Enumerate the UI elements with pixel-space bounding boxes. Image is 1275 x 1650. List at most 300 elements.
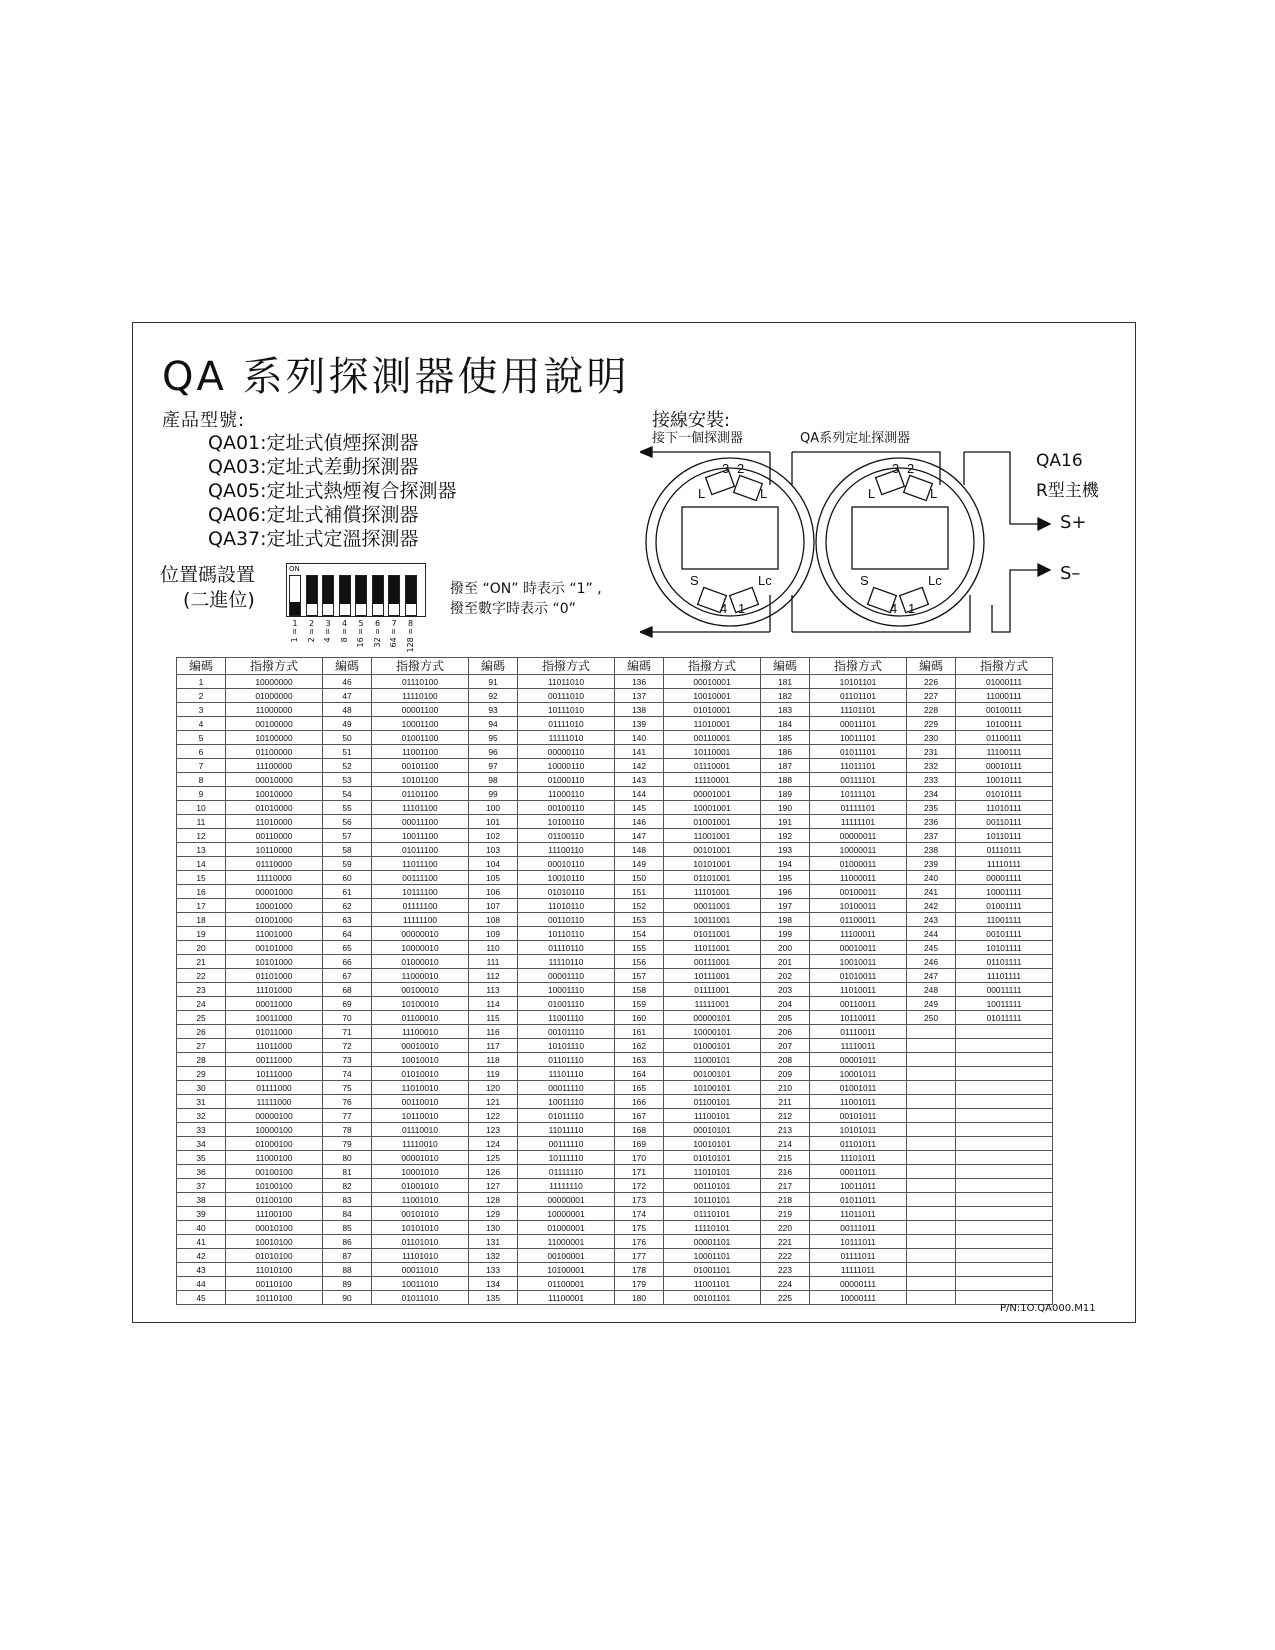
switch-setting-cell: 10110110 bbox=[518, 927, 615, 941]
switch-setting-cell: 01000100 bbox=[226, 1137, 323, 1151]
code-cell: 175 bbox=[615, 1221, 664, 1235]
table-body bbox=[177, 675, 1053, 1305]
switch-setting-cell: 00111110 bbox=[518, 1137, 615, 1151]
code-cell: 32 bbox=[177, 1109, 226, 1123]
switch-setting-cell: 00101101 bbox=[664, 1291, 761, 1305]
code-cell: 130 bbox=[469, 1221, 518, 1235]
table-row bbox=[177, 871, 1053, 885]
code-cell: 26 bbox=[177, 1025, 226, 1039]
code-cell: 159 bbox=[615, 997, 664, 1011]
switch-setting-cell: 00100111 bbox=[956, 703, 1053, 717]
switch-setting-cell: 01000000 bbox=[226, 689, 323, 703]
code-cell: 16 bbox=[177, 885, 226, 899]
code-cell: 210 bbox=[761, 1081, 810, 1095]
code-cell: 227 bbox=[907, 689, 956, 703]
code-cell: 157 bbox=[615, 969, 664, 983]
terminal-label: Lc bbox=[928, 573, 942, 588]
model-item: QA05:定址式熱煙複合探測器 bbox=[208, 480, 457, 502]
code-cell: 37 bbox=[177, 1179, 226, 1193]
switch-setting-cell: 00010110 bbox=[518, 857, 615, 871]
table-row bbox=[177, 1263, 1053, 1277]
switch-setting-cell: 01011100 bbox=[372, 843, 469, 857]
table-row bbox=[177, 1053, 1053, 1067]
code-cell: 14 bbox=[177, 857, 226, 871]
code-cell: 149 bbox=[615, 857, 664, 871]
table-row bbox=[177, 815, 1053, 829]
code-cell: 216 bbox=[761, 1165, 810, 1179]
dip-title: 位置碼設置 bbox=[160, 564, 256, 586]
code-cell: 145 bbox=[615, 801, 664, 815]
code-cell: 155 bbox=[615, 941, 664, 955]
page-title: QA 系列探測器使用說明 bbox=[162, 354, 630, 400]
code-cell: 194 bbox=[761, 857, 810, 871]
table-row bbox=[177, 1095, 1053, 1109]
code-cell: 18 bbox=[177, 913, 226, 927]
switch-setting-cell bbox=[956, 1151, 1053, 1165]
switch-setting-cell: 10101011 bbox=[810, 1123, 907, 1137]
code-cell: 131 bbox=[469, 1235, 518, 1249]
code-cell: 213 bbox=[761, 1123, 810, 1137]
column-header-code: 編碼 bbox=[323, 658, 372, 675]
code-cell: 40 bbox=[177, 1221, 226, 1235]
code-cell: 183 bbox=[761, 703, 810, 717]
switch-setting-cell: 10011011 bbox=[810, 1179, 907, 1193]
dip-switch-number: 4 bbox=[341, 619, 348, 628]
switch-setting-cell: 01000010 bbox=[372, 955, 469, 969]
code-cell: 72 bbox=[323, 1039, 372, 1053]
terminal-label: 3 bbox=[722, 461, 730, 476]
switch-setting-cell: 11010011 bbox=[810, 983, 907, 997]
switch-setting-cell: 01010101 bbox=[664, 1151, 761, 1165]
switch-setting-cell: 00010010 bbox=[372, 1039, 469, 1053]
code-cell bbox=[907, 1165, 956, 1179]
terminal-label: 4 bbox=[890, 601, 898, 616]
code-cell: 177 bbox=[615, 1249, 664, 1263]
switch-setting-cell: 01101010 bbox=[372, 1235, 469, 1249]
code-cell: 230 bbox=[907, 731, 956, 745]
code-cell: 81 bbox=[323, 1165, 372, 1179]
switch-setting-cell: 10000010 bbox=[372, 941, 469, 955]
code-cell: 161 bbox=[615, 1025, 664, 1039]
switch-setting-cell: 00101011 bbox=[810, 1109, 907, 1123]
switch-setting-cell: 10011110 bbox=[518, 1095, 615, 1109]
code-cell: 232 bbox=[907, 759, 956, 773]
column-header-code: 編碼 bbox=[907, 658, 956, 675]
code-cell: 90 bbox=[323, 1291, 372, 1305]
dip-switch-number: 7 bbox=[391, 619, 397, 628]
table-row bbox=[177, 745, 1053, 759]
code-cell: 21 bbox=[177, 955, 226, 969]
switch-setting-cell: 01001100 bbox=[372, 731, 469, 745]
switch-setting-cell: 01101100 bbox=[372, 787, 469, 801]
switch-setting-cell: 00011000 bbox=[226, 997, 323, 1011]
terminal-label: 2 bbox=[907, 461, 915, 476]
right-arrow-icon bbox=[1038, 564, 1050, 576]
switch-setting-cell: 10110100 bbox=[226, 1291, 323, 1305]
switch-setting-cell: 01011000 bbox=[226, 1025, 323, 1039]
code-cell: 112 bbox=[469, 969, 518, 983]
code-cell: 44 bbox=[177, 1277, 226, 1291]
code-cell: 53 bbox=[323, 773, 372, 787]
code-cell: 104 bbox=[469, 857, 518, 871]
code-cell: 106 bbox=[469, 885, 518, 899]
switch-setting-cell: 11110101 bbox=[664, 1221, 761, 1235]
switch-setting-cell: 01110000 bbox=[226, 857, 323, 871]
table-row bbox=[177, 983, 1053, 997]
switch-setting-cell bbox=[956, 1179, 1053, 1193]
code-cell: 249 bbox=[907, 997, 956, 1011]
switch-setting-cell: 11100011 bbox=[810, 927, 907, 941]
code-cell: 129 bbox=[469, 1207, 518, 1221]
code-cell: 140 bbox=[615, 731, 664, 745]
code-cell: 220 bbox=[761, 1221, 810, 1235]
switch-setting-cell: 00101110 bbox=[518, 1025, 615, 1039]
switch-setting-cell: 11101101 bbox=[810, 703, 907, 717]
code-cell: 166 bbox=[615, 1095, 664, 1109]
dip-switch-lever bbox=[322, 575, 334, 616]
code-cell: 214 bbox=[761, 1137, 810, 1151]
switch-setting-cell: 01011111 bbox=[956, 1011, 1053, 1025]
code-cell: 100 bbox=[469, 801, 518, 815]
switch-setting-cell: 11011100 bbox=[372, 857, 469, 871]
dip-switch-knob bbox=[389, 576, 399, 604]
code-cell: 121 bbox=[469, 1095, 518, 1109]
code-cell: 19 bbox=[177, 927, 226, 941]
switch-setting-cell: 10100110 bbox=[518, 815, 615, 829]
dip-switch-number: 1 bbox=[292, 619, 298, 628]
switch-setting-cell: 01001010 bbox=[372, 1179, 469, 1193]
code-cell: 36 bbox=[177, 1165, 226, 1179]
code-cell: 12 bbox=[177, 829, 226, 843]
switch-setting-cell: 01011010 bbox=[372, 1291, 469, 1305]
code-cell: 229 bbox=[907, 717, 956, 731]
code-cell: 168 bbox=[615, 1123, 664, 1137]
switch-setting-cell: 11000010 bbox=[372, 969, 469, 983]
terminal-label: S bbox=[860, 573, 869, 588]
switch-setting-cell: 10101111 bbox=[956, 941, 1053, 955]
switch-setting-cell: 10111110 bbox=[518, 1151, 615, 1165]
code-cell: 30 bbox=[177, 1081, 226, 1095]
code-cell: 189 bbox=[761, 787, 810, 801]
switch-setting-cell: 10101110 bbox=[518, 1039, 615, 1053]
switch-setting-cell: 01010100 bbox=[226, 1249, 323, 1263]
dip-switch-number: 3 bbox=[325, 619, 331, 628]
switch-setting-cell: 01001110 bbox=[518, 997, 615, 1011]
switch-setting-cell: 11011001 bbox=[664, 941, 761, 955]
switch-setting-cell: 01111010 bbox=[518, 717, 615, 731]
switch-setting-cell: 00001110 bbox=[518, 969, 615, 983]
code-cell: 133 bbox=[469, 1263, 518, 1277]
left-arrow-icon bbox=[640, 447, 652, 457]
code-cell: 228 bbox=[907, 703, 956, 717]
code-cell: 24 bbox=[177, 997, 226, 1011]
switch-setting-cell: 11100110 bbox=[518, 843, 615, 857]
code-cell: 105 bbox=[469, 871, 518, 885]
code-cell: 141 bbox=[615, 745, 664, 759]
dip-switch-knob bbox=[406, 576, 416, 604]
model-item: QA06:定址式補償探測器 bbox=[208, 504, 419, 526]
dip-on-label: ON bbox=[289, 565, 300, 573]
switch-setting-cell: 00010111 bbox=[956, 759, 1053, 773]
table-row bbox=[177, 675, 1053, 689]
switch-setting-cell: 00100100 bbox=[226, 1165, 323, 1179]
switch-setting-cell: 10000011 bbox=[810, 843, 907, 857]
switch-setting-cell: 01111000 bbox=[226, 1081, 323, 1095]
switch-setting-cell: 01010110 bbox=[518, 885, 615, 899]
switch-setting-cell: 11000111 bbox=[956, 689, 1053, 703]
switch-setting-cell: 01010111 bbox=[956, 787, 1053, 801]
switch-setting-cell: 00111001 bbox=[664, 955, 761, 969]
wiring-next-label: 接下一個探測器 bbox=[652, 431, 744, 446]
switch-setting-cell: 10010000 bbox=[226, 787, 323, 801]
switch-setting-cell: 10010010 bbox=[372, 1053, 469, 1067]
dip-switch-value: 8 = bbox=[339, 628, 349, 643]
code-cell: 218 bbox=[761, 1193, 810, 1207]
switch-setting-cell: 11011110 bbox=[518, 1123, 615, 1137]
code-cell: 136 bbox=[615, 675, 664, 689]
dip-switch-number: 5 bbox=[358, 619, 364, 628]
switch-setting-cell: 01110101 bbox=[664, 1207, 761, 1221]
code-cell bbox=[907, 1025, 956, 1039]
code-cell bbox=[907, 1221, 956, 1235]
code-cell: 153 bbox=[615, 913, 664, 927]
dip-switch-knob bbox=[323, 576, 333, 604]
switch-setting-cell: 01010011 bbox=[810, 969, 907, 983]
switch-setting-cell: 00001111 bbox=[956, 871, 1053, 885]
part-number: P/N:1O.QA000.M11 bbox=[1000, 1303, 1096, 1314]
code-cell: 84 bbox=[323, 1207, 372, 1221]
switch-setting-cell: 00110110 bbox=[518, 913, 615, 927]
code-cell: 119 bbox=[469, 1067, 518, 1081]
model-item: QA37:定址式定溫探測器 bbox=[208, 528, 419, 550]
table-row bbox=[177, 801, 1053, 815]
code-cell: 57 bbox=[323, 829, 372, 843]
switch-setting-cell: 01111110 bbox=[518, 1165, 615, 1179]
code-cell: 138 bbox=[615, 703, 664, 717]
switch-setting-cell: 01110110 bbox=[518, 941, 615, 955]
switch-setting-cell: 11001000 bbox=[226, 927, 323, 941]
code-cell: 209 bbox=[761, 1067, 810, 1081]
code-cell: 132 bbox=[469, 1249, 518, 1263]
switch-setting-cell: 00011110 bbox=[518, 1081, 615, 1095]
switch-setting-cell: 11100010 bbox=[372, 1025, 469, 1039]
code-cell: 205 bbox=[761, 1011, 810, 1025]
code-cell: 39 bbox=[177, 1207, 226, 1221]
code-cell: 65 bbox=[323, 941, 372, 955]
code-cell: 193 bbox=[761, 843, 810, 857]
switch-setting-cell: 00010100 bbox=[226, 1221, 323, 1235]
switch-setting-cell: 00000111 bbox=[810, 1277, 907, 1291]
switch-setting-cell: 01100010 bbox=[372, 1011, 469, 1025]
code-cell: 226 bbox=[907, 675, 956, 689]
switch-setting-cell: 00010101 bbox=[664, 1123, 761, 1137]
code-cell: 78 bbox=[323, 1123, 372, 1137]
code-cell: 225 bbox=[761, 1291, 810, 1305]
switch-setting-cell: 00100011 bbox=[810, 885, 907, 899]
code-cell: 150 bbox=[615, 871, 664, 885]
dip-note-on: 撥至 “ON” 時表示 “1” , bbox=[450, 581, 602, 597]
switch-setting-cell bbox=[956, 1193, 1053, 1207]
code-cell: 89 bbox=[323, 1277, 372, 1291]
switch-setting-cell: 10100001 bbox=[518, 1263, 615, 1277]
code-cell: 98 bbox=[469, 773, 518, 787]
dip-switch-value: 2 = bbox=[306, 628, 316, 643]
switch-setting-cell bbox=[956, 1235, 1053, 1249]
terminal-label: L bbox=[930, 486, 938, 501]
code-cell: 143 bbox=[615, 773, 664, 787]
switch-setting-cell: 11101000 bbox=[226, 983, 323, 997]
switch-setting-cell: 10110101 bbox=[664, 1193, 761, 1207]
code-cell: 95 bbox=[469, 731, 518, 745]
switch-setting-cell: 10001001 bbox=[664, 801, 761, 815]
switch-setting-cell: 10000100 bbox=[226, 1123, 323, 1137]
switch-setting-cell: 10001010 bbox=[372, 1165, 469, 1179]
dip-switch-lever bbox=[372, 575, 384, 616]
switch-setting-cell: 01101000 bbox=[226, 969, 323, 983]
switch-setting-cell: 01101111 bbox=[956, 955, 1053, 969]
terminal-label: 2 bbox=[737, 461, 745, 476]
switch-setting-cell: 11110010 bbox=[372, 1137, 469, 1151]
switch-setting-cell: 11001010 bbox=[372, 1193, 469, 1207]
table-row bbox=[177, 829, 1053, 843]
table-row bbox=[177, 1109, 1053, 1123]
switch-setting-cell: 01100001 bbox=[518, 1277, 615, 1291]
code-cell: 38 bbox=[177, 1193, 226, 1207]
code-cell bbox=[907, 1249, 956, 1263]
code-cell: 49 bbox=[323, 717, 372, 731]
code-cell: 102 bbox=[469, 829, 518, 843]
code-cell: 127 bbox=[469, 1179, 518, 1193]
code-cell: 27 bbox=[177, 1039, 226, 1053]
switch-setting-cell: 01110011 bbox=[810, 1025, 907, 1039]
switch-setting-cell: 00110111 bbox=[956, 815, 1053, 829]
s-minus-label: S– bbox=[1060, 563, 1081, 584]
code-cell: 5 bbox=[177, 731, 226, 745]
column-header-switch: 指撥方式 bbox=[664, 658, 761, 675]
code-cell: 174 bbox=[615, 1207, 664, 1221]
switch-setting-cell: 11010100 bbox=[226, 1263, 323, 1277]
code-cell: 222 bbox=[761, 1249, 810, 1263]
switch-setting-cell: 10010110 bbox=[518, 871, 615, 885]
switch-setting-cell: 00000100 bbox=[226, 1109, 323, 1123]
switch-setting-cell: 00001000 bbox=[226, 885, 323, 899]
code-cell: 35 bbox=[177, 1151, 226, 1165]
switch-setting-cell bbox=[956, 1067, 1053, 1081]
code-cell: 122 bbox=[469, 1109, 518, 1123]
code-cell: 146 bbox=[615, 815, 664, 829]
table-row bbox=[177, 927, 1053, 941]
switch-setting-cell: 01000110 bbox=[518, 773, 615, 787]
switch-setting-cell: 10111101 bbox=[810, 787, 907, 801]
code-cell: 79 bbox=[323, 1137, 372, 1151]
column-header-switch: 指撥方式 bbox=[518, 658, 615, 675]
switch-setting-cell: 11101001 bbox=[664, 885, 761, 899]
switch-setting-cell: 10111001 bbox=[664, 969, 761, 983]
switch-setting-cell: 00000110 bbox=[518, 745, 615, 759]
code-cell: 239 bbox=[907, 857, 956, 871]
switch-setting-cell: 10000110 bbox=[518, 759, 615, 773]
table-row bbox=[177, 899, 1053, 913]
switch-setting-cell: 11001001 bbox=[664, 829, 761, 843]
switch-setting-cell: 11000011 bbox=[810, 871, 907, 885]
address-code-table bbox=[176, 657, 1053, 1305]
switch-setting-cell: 10010001 bbox=[664, 689, 761, 703]
switch-setting-cell: 00111100 bbox=[372, 871, 469, 885]
switch-setting-cell: 01000011 bbox=[810, 857, 907, 871]
dip-switch-lever bbox=[339, 575, 351, 616]
right-arrow-icon bbox=[1038, 518, 1050, 530]
switch-setting-cell: 01011110 bbox=[518, 1109, 615, 1123]
switch-setting-cell: 11001111 bbox=[956, 913, 1053, 927]
switch-setting-cell: 11010111 bbox=[956, 801, 1053, 815]
code-cell: 107 bbox=[469, 899, 518, 913]
switch-setting-cell: 00111010 bbox=[518, 689, 615, 703]
table-row bbox=[177, 941, 1053, 955]
code-cell: 110 bbox=[469, 941, 518, 955]
column-header-code: 編碼 bbox=[761, 658, 810, 675]
table-header-row bbox=[177, 658, 1053, 675]
switch-setting-cell: 01100111 bbox=[956, 731, 1053, 745]
code-cell: 33 bbox=[177, 1123, 226, 1137]
code-cell: 80 bbox=[323, 1151, 372, 1165]
switch-setting-cell bbox=[956, 1081, 1053, 1095]
switch-setting-cell: 00101010 bbox=[372, 1207, 469, 1221]
model-item: QA01:定址式偵煙探測器 bbox=[208, 432, 419, 454]
code-cell: 61 bbox=[323, 885, 372, 899]
switch-setting-cell: 10101000 bbox=[226, 955, 323, 969]
code-cell: 67 bbox=[323, 969, 372, 983]
switch-setting-cell bbox=[956, 1249, 1053, 1263]
switch-setting-cell bbox=[956, 1095, 1053, 1109]
switch-setting-cell: 00110100 bbox=[226, 1277, 323, 1291]
code-cell: 137 bbox=[615, 689, 664, 703]
switch-setting-cell bbox=[956, 1025, 1053, 1039]
table-row bbox=[177, 843, 1053, 857]
switch-setting-cell: 10101101 bbox=[810, 675, 907, 689]
host-model: QA16 bbox=[1036, 451, 1083, 471]
code-cell bbox=[907, 1109, 956, 1123]
switch-setting-cell: 00000011 bbox=[810, 829, 907, 843]
dip-switch-value: 64 = bbox=[389, 628, 398, 648]
switch-setting-cell: 00001010 bbox=[372, 1151, 469, 1165]
code-cell: 93 bbox=[469, 703, 518, 717]
code-cell: 101 bbox=[469, 815, 518, 829]
switch-setting-cell: 11111011 bbox=[810, 1263, 907, 1277]
code-cell: 250 bbox=[907, 1011, 956, 1025]
switch-setting-cell: 11111110 bbox=[518, 1179, 615, 1193]
switch-setting-cell: 11010000 bbox=[226, 815, 323, 829]
switch-setting-cell: 01110100 bbox=[372, 675, 469, 689]
switch-setting-cell: 11011010 bbox=[518, 675, 615, 689]
code-cell: 68 bbox=[323, 983, 372, 997]
switch-setting-cell: 00011001 bbox=[664, 899, 761, 913]
switch-setting-cell: 01000101 bbox=[664, 1039, 761, 1053]
switch-setting-cell: 11001110 bbox=[518, 1011, 615, 1025]
switch-setting-cell: 11110111 bbox=[956, 857, 1053, 871]
switch-setting-cell: 11010010 bbox=[372, 1081, 469, 1095]
code-cell: 244 bbox=[907, 927, 956, 941]
model-item: QA03:定址式差動探測器 bbox=[208, 456, 419, 478]
code-cell: 125 bbox=[469, 1151, 518, 1165]
code-cell: 151 bbox=[615, 885, 664, 899]
switch-setting-cell: 01101001 bbox=[664, 871, 761, 885]
code-cell: 248 bbox=[907, 983, 956, 997]
dip-switch-value: 4 = bbox=[323, 628, 332, 643]
switch-setting-cell: 01001101 bbox=[664, 1263, 761, 1277]
code-cell: 52 bbox=[323, 759, 372, 773]
switch-setting-cell: 10000000 bbox=[226, 675, 323, 689]
code-cell: 99 bbox=[469, 787, 518, 801]
